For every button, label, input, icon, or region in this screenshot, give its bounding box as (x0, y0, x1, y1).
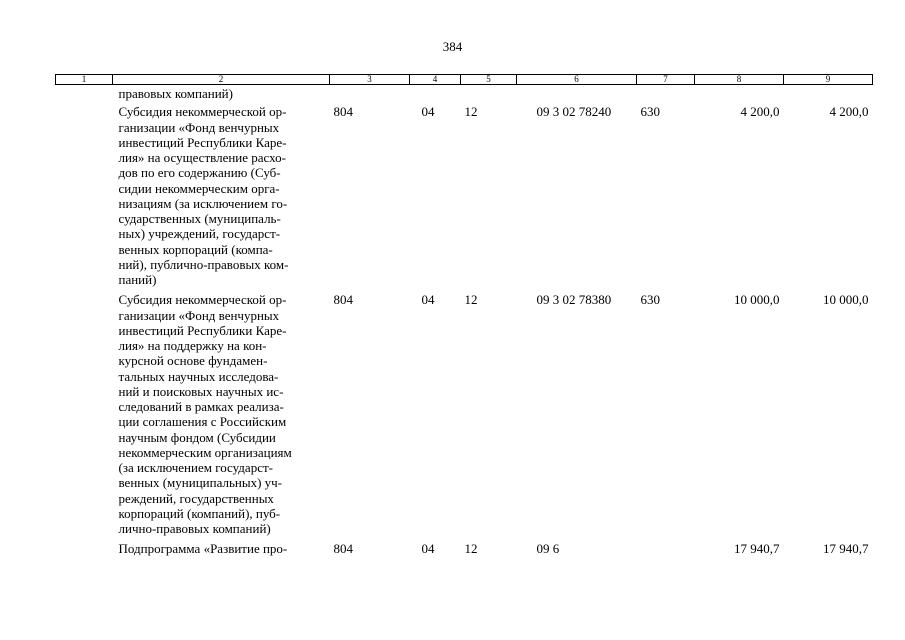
row-name: Субсидия некоммерческой ор- ганизации «Фонд венчурных инвестиций Республики Каре- лия» на поддержку на кон- курсной основе фундамен- тальных научных исследова- ний и поисковых научных ис- следований в рамках реализа- ции соглашения с Российским научным фондом (Субсидии некоммерческим организациям (за исключением государст- венных (муниципальных) уч- реждений, государственных корпораций (компаний), пуб- лично-правовых компаний) (118, 292, 292, 536)
table-row (56, 101, 873, 289)
table-row (56, 538, 873, 558)
cell-target-article: 09 3 02 78240 (536, 104, 612, 120)
table-row (56, 289, 873, 538)
column-number-header (56, 75, 873, 85)
cell-amount-2: 10 000,0 (823, 292, 869, 308)
cell-expense-type: 630 (640, 292, 660, 308)
col-header-7: 7 (637, 75, 695, 85)
col-header-8: 8 (695, 75, 784, 85)
budget-table (55, 74, 873, 559)
col-header-2: 2 (113, 75, 330, 85)
cell-expense-type: 630 (640, 104, 660, 120)
row-name: Субсидия некоммерческой ор- ганизации «Фонд венчурных инвестиций Республики Каре- лия» на осуществление расхо- дов по его содержанию (Суб- сидии некоммерческим орга- низациям (за исключением го- сударственных (муниципаль- ных) учреждений, государст- венных корпораций (компа- ний), публично-правовых ком- паний) (118, 104, 289, 287)
col-header-3: 3 (330, 75, 410, 85)
cell-amount-1: 17 940,7 (734, 541, 780, 557)
col-header-4: 4 (410, 75, 461, 85)
cell-admin-code: 804 (333, 292, 353, 308)
col-header-5: 5 (461, 75, 517, 85)
cell-target-article: 09 3 02 78380 (536, 292, 612, 308)
cell-section: 04 (421, 104, 435, 120)
col-header-9: 9 (784, 75, 873, 85)
cell-section: 04 (421, 541, 435, 557)
cell-admin-code: 804 (333, 104, 353, 120)
col-header-6: 6 (517, 75, 637, 85)
row-name: Подпрограмма «Развитие про- (118, 541, 288, 557)
table-row (56, 85, 873, 102)
cell-target-article: 09 6 (536, 541, 560, 557)
cell-amount-1: 10 000,0 (734, 292, 780, 308)
cell-subsection: 12 (464, 541, 478, 557)
page-number: 384 (442, 39, 463, 54)
cell-amount-1: 4 200,0 (740, 104, 780, 120)
cell-amount-2: 17 940,7 (823, 541, 869, 557)
cell-subsection: 12 (464, 104, 478, 120)
cell-subsection: 12 (464, 292, 478, 308)
cell-admin-code: 804 (333, 541, 353, 557)
row-name: правовых компаний) (118, 86, 233, 101)
cell-section: 04 (421, 292, 435, 308)
cell-expense-type (637, 538, 695, 558)
cell-amount-2: 4 200,0 (829, 104, 869, 120)
col-header-1: 1 (56, 75, 113, 85)
